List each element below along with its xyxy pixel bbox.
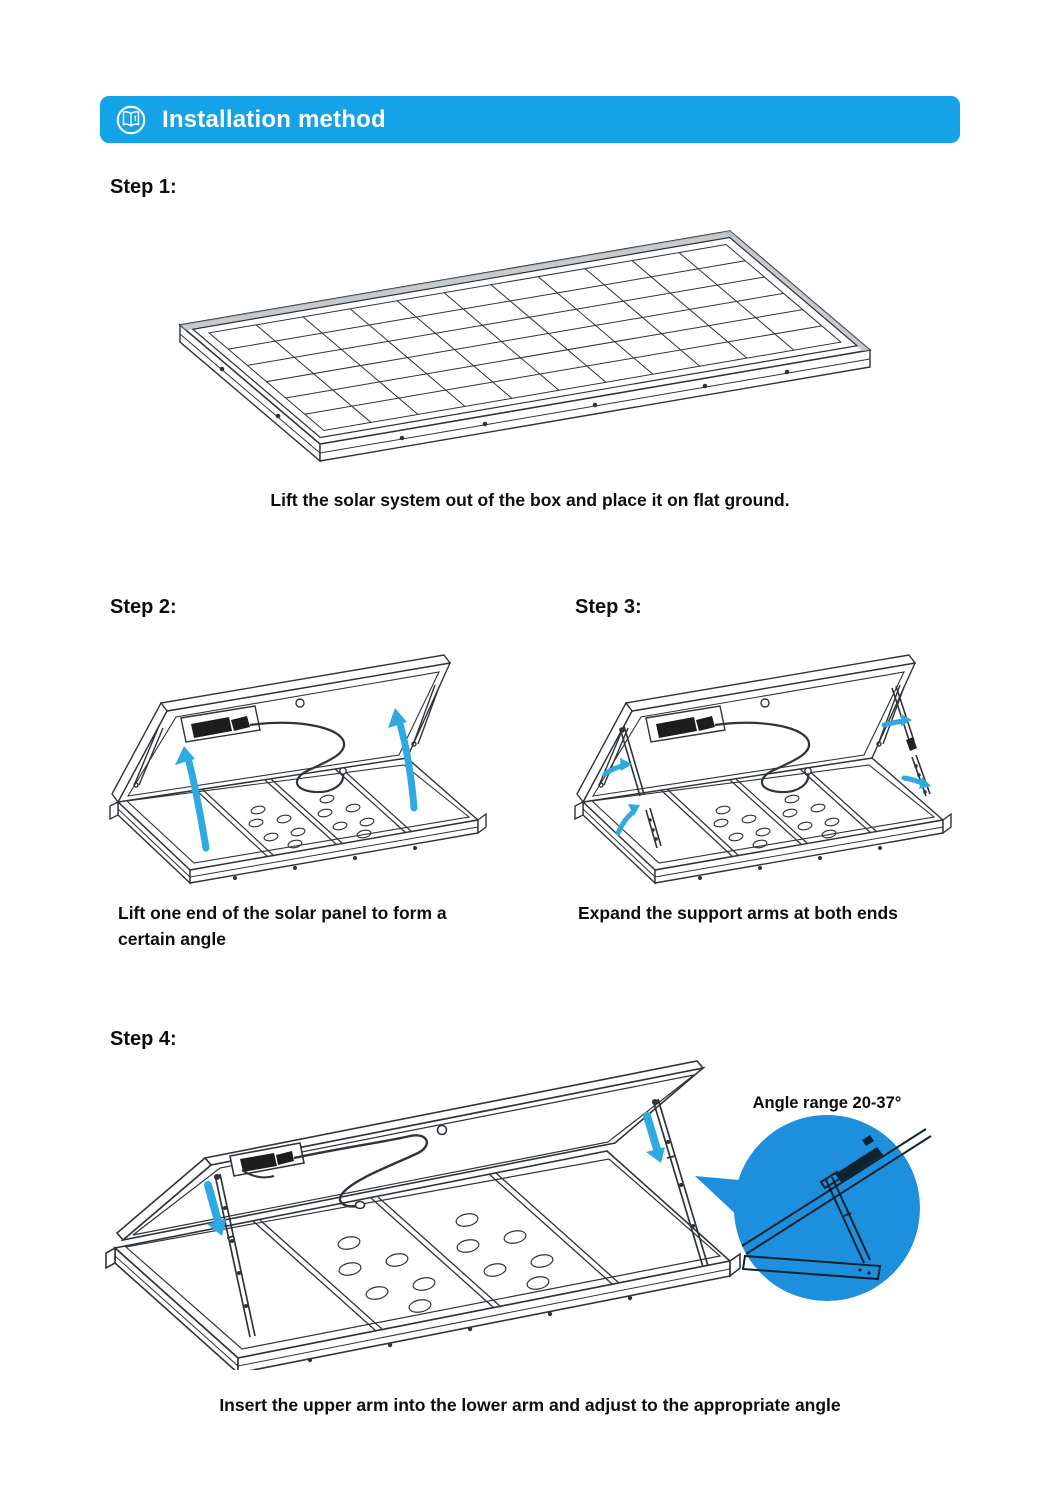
step3-expand-arms-drawing bbox=[560, 640, 980, 905]
step4-label: Step 4: bbox=[110, 1028, 177, 1050]
step4-adjust-angle-drawing bbox=[90, 1058, 940, 1370]
section-header-bar bbox=[100, 96, 960, 143]
open-book-icon bbox=[114, 103, 148, 137]
insert-arrow-right bbox=[646, 1116, 665, 1163]
step1-solar-panel-drawing bbox=[160, 213, 900, 491]
step3-label: Step 3: bbox=[575, 596, 642, 618]
step3-caption: Expand the support arms at both ends bbox=[578, 903, 898, 923]
step2-caption: Lift one end of the solar panel to form a certain angle bbox=[118, 903, 447, 949]
step1-caption: Lift the solar system out of the box and place it on flat ground. bbox=[270, 490, 790, 510]
angle-range-label: Angle range 20-37° bbox=[752, 1094, 902, 1112]
step2-label: Step 2: bbox=[110, 596, 177, 618]
step1-label: Step 1: bbox=[110, 176, 177, 198]
step2-lift-panel-drawing bbox=[95, 640, 515, 905]
step4-caption: Insert the upper arm into the lower arm and adjust to the appropriate angle bbox=[219, 1395, 841, 1415]
page-title: Installation method bbox=[162, 105, 386, 133]
